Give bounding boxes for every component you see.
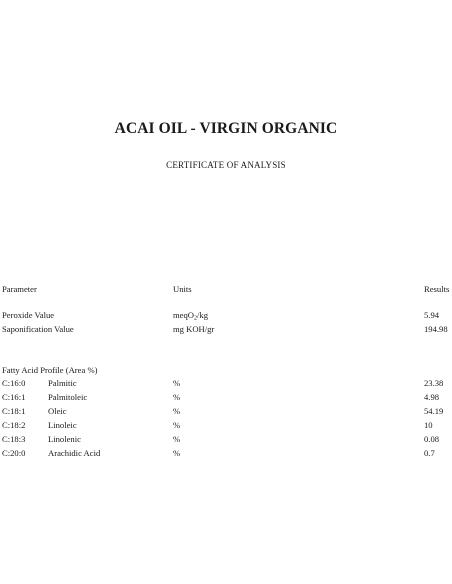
fatty-acid-code: C:16:1 bbox=[2, 392, 26, 402]
document-title: ACAI OIL - VIRGIN ORGANIC bbox=[114, 120, 338, 137]
parameter-units: mg KOH/gr bbox=[173, 324, 215, 334]
parameter-units: meqO$_2$/kg bbox=[173, 310, 208, 322]
table-header-row bbox=[0, 283, 452, 295]
fatty-acid-name: Oleic bbox=[48, 406, 67, 416]
document-subtitle: CERTIFICATE OF ANALYSIS bbox=[166, 160, 286, 170]
parameter-name: Peroxide Value bbox=[2, 310, 55, 320]
fatty-acid-units: % bbox=[173, 378, 181, 388]
fatty-acid-code: C:16:0 bbox=[2, 378, 26, 388]
fatty-acid-name: Arachidic Acid bbox=[48, 448, 101, 458]
header-results: Results bbox=[424, 284, 450, 294]
fatty-acid-code: C:18:3 bbox=[2, 434, 26, 444]
table-row bbox=[0, 447, 452, 459]
fatty-acid-result: 54.19 bbox=[424, 406, 444, 416]
table-row bbox=[0, 405, 452, 417]
fatty-acid-name: Palmitic bbox=[48, 378, 77, 388]
fatty-acid-result: 0.7 bbox=[424, 448, 435, 458]
fatty-acid-result: 0.08 bbox=[424, 434, 440, 444]
fatty-acid-name: Palmitoleic bbox=[48, 392, 88, 402]
fatty-acid-code: C:18:1 bbox=[2, 406, 26, 416]
parameter-name: Saponification Value bbox=[2, 324, 74, 334]
table-row bbox=[0, 377, 452, 389]
header-units: Units bbox=[173, 284, 192, 294]
fatty-acid-units: % bbox=[173, 420, 181, 430]
fatty-acid-name: Linolenic bbox=[48, 434, 81, 444]
fatty-acid-units: % bbox=[173, 448, 181, 458]
table-row bbox=[0, 391, 452, 403]
fatty-acid-name: Linoleic bbox=[48, 420, 77, 430]
fatty-acid-code: C:18:2 bbox=[2, 420, 26, 430]
section-heading-row bbox=[0, 364, 452, 376]
fatty-acid-result: 10 bbox=[424, 420, 433, 430]
fatty-acid-units: % bbox=[173, 406, 181, 416]
fatty-acid-units: % bbox=[173, 392, 181, 402]
table-row bbox=[0, 433, 452, 445]
parameter-result: 5.94 bbox=[424, 310, 440, 320]
header-parameter: Parameter bbox=[2, 284, 37, 294]
fatty-acid-result: 4.98 bbox=[424, 392, 440, 402]
table-row bbox=[0, 419, 452, 431]
fatty-acid-result: 23.38 bbox=[424, 378, 444, 388]
parameter-result: 194.98 bbox=[424, 324, 448, 334]
table-row bbox=[0, 309, 452, 321]
fatty-acid-code: C:20:0 bbox=[2, 448, 26, 458]
table-row bbox=[0, 323, 452, 335]
fatty-acid-section-title: Fatty Acid Profile (Area %) bbox=[2, 365, 98, 375]
fatty-acid-units: % bbox=[173, 434, 181, 444]
